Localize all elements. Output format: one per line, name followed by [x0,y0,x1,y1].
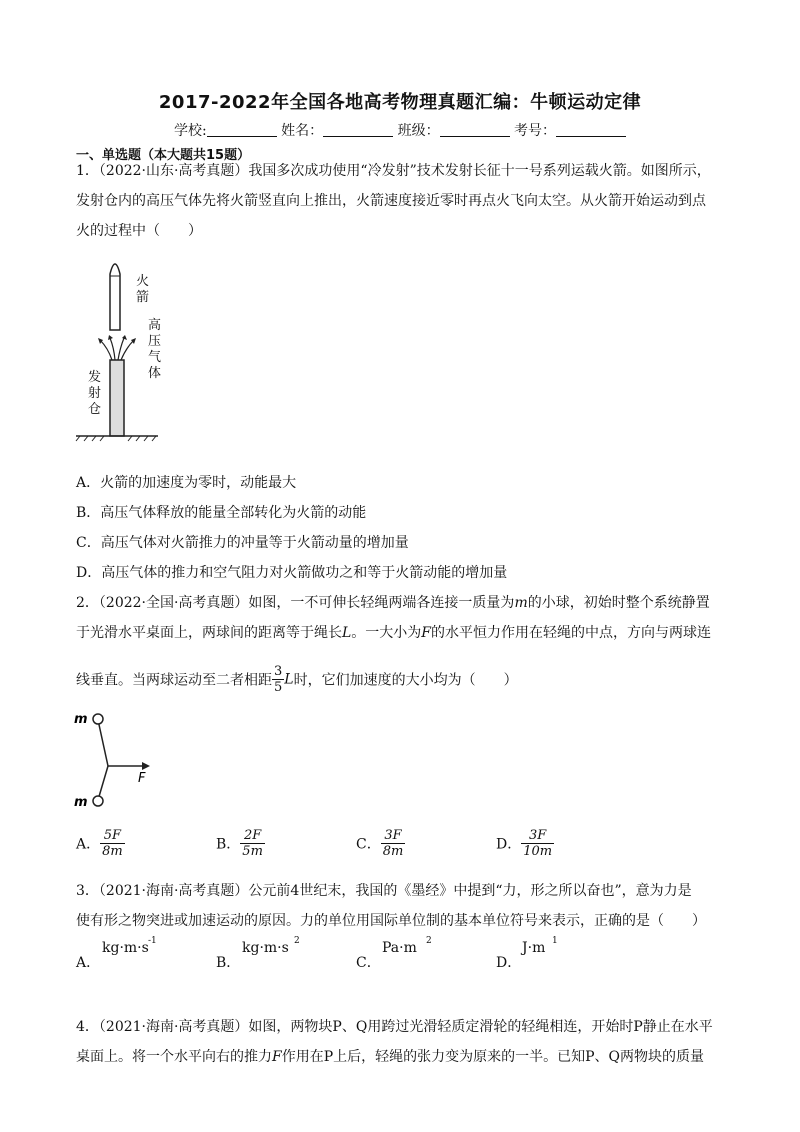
q3-line-2: 使有形之物突进或加速运动的原因。力的单位用国际单位制的基本单位符号来表示，正确的是（ ） [76,913,706,929]
q4-line-2: 桌面上。将一个水平向右的推力F作用在P上后，轻绳的张力变为原来的一半。已知P、Q两物块的质量 [76,1049,705,1065]
rope-upper [98,720,108,766]
q4-line-1: 4．（2021·海南·高考真题）如图，两物块P、Q用跨过光滑轻质定滑轮的轻绳相连，开始时P静止在水平 [76,1019,713,1035]
label-m-top: m [74,712,88,727]
q1-option-c[interactable]: C．高压气体对火箭推力的冲量等于火箭动量的增加量 [76,535,409,551]
q2-option-b[interactable]: B． $\frac{2F}{5m}$ [216,828,263,859]
q1-line-2: 发射仓内的高压气体先将火箭竖直向上推出，火箭速度接近零时再点火飞向太空。从火箭开始运动到点 [76,193,706,209]
school-label: 学校: [173,123,207,139]
q1-line-1: 1．（2022·山东·高考真题）我国多次成功使用“冷发射”技术发射长征十一号系列运载火箭。如图所示， [76,163,711,179]
page-title: 2017-2022年全国各地高考物理真题汇编：牛顿运动定律 [158,92,642,113]
q1-line-3: 火的过程中（ ） [76,223,202,239]
two-balls-figure [72,708,172,812]
question-1-text [76,156,726,246]
gas-arrows [100,338,134,360]
q1-option-b[interactable]: B．高压气体释放的能量全部转化为火箭的动能 [76,505,367,521]
q3-line-1: 3．（2021·海南·高考真题）公元前4世纪末，我国的《墨经》中提到“力，形之所以奋也”，意为力是 [76,883,692,899]
q2-line-3: 线垂直。当两球运动至二者相距 $\frac{3}{5}$ L时，它们加速度的大小均为（ ） [76,664,518,695]
name-label: 姓名： [281,123,324,139]
ball-top [93,714,103,724]
label-m-bottom: m [74,795,88,810]
name-blank[interactable] [323,122,393,137]
q2-line-2: 于光滑水平桌面上，两球间的距离等于绳长L。一大小为F的水平恒力作用在轻绳的中点，方向与两球连 [76,625,712,641]
class-blank[interactable] [440,122,510,137]
q2-option-d[interactable]: D． $\frac{3F}{10m}$ [496,828,553,859]
label-rocket: 火箭 [136,274,150,305]
q1-option-a[interactable]: A．火箭的加速度为零时，动能最大 [76,475,297,491]
school-blank[interactable] [207,122,277,137]
rope-lower [98,766,108,800]
q2-option-a[interactable]: A． $\frac{5F}{8m}$ [76,828,123,859]
fraction-three-fifths: $\frac{3}{5}$ [274,664,283,695]
section-heading: 一、单选题（本大题共15题） [76,148,251,163]
label-launch-silo: 发射仓 [88,370,102,417]
ball-bottom [93,796,103,806]
class-label: 班级： [397,123,440,139]
rocket-body [110,264,120,330]
student-info-line [0,120,800,140]
label-F: F [138,771,146,786]
silo-body [110,360,124,436]
q1-option-d[interactable]: D．高压气体的推力和空气阻力对火箭做功之和等于火箭动能的增加量 [76,565,508,581]
number-blank[interactable] [556,122,626,137]
label-high-pressure-gas: 高压气体 [148,318,162,381]
q2-option-c[interactable]: C． $\frac{3F}{8m}$ [356,828,404,859]
q2-line-1: 2．（2022·全国·高考真题）如图，一不可伸长轻绳两端各连接一质量为m的小球，初始时整个系统静置 [76,595,710,611]
number-label: 考号： [514,123,557,139]
